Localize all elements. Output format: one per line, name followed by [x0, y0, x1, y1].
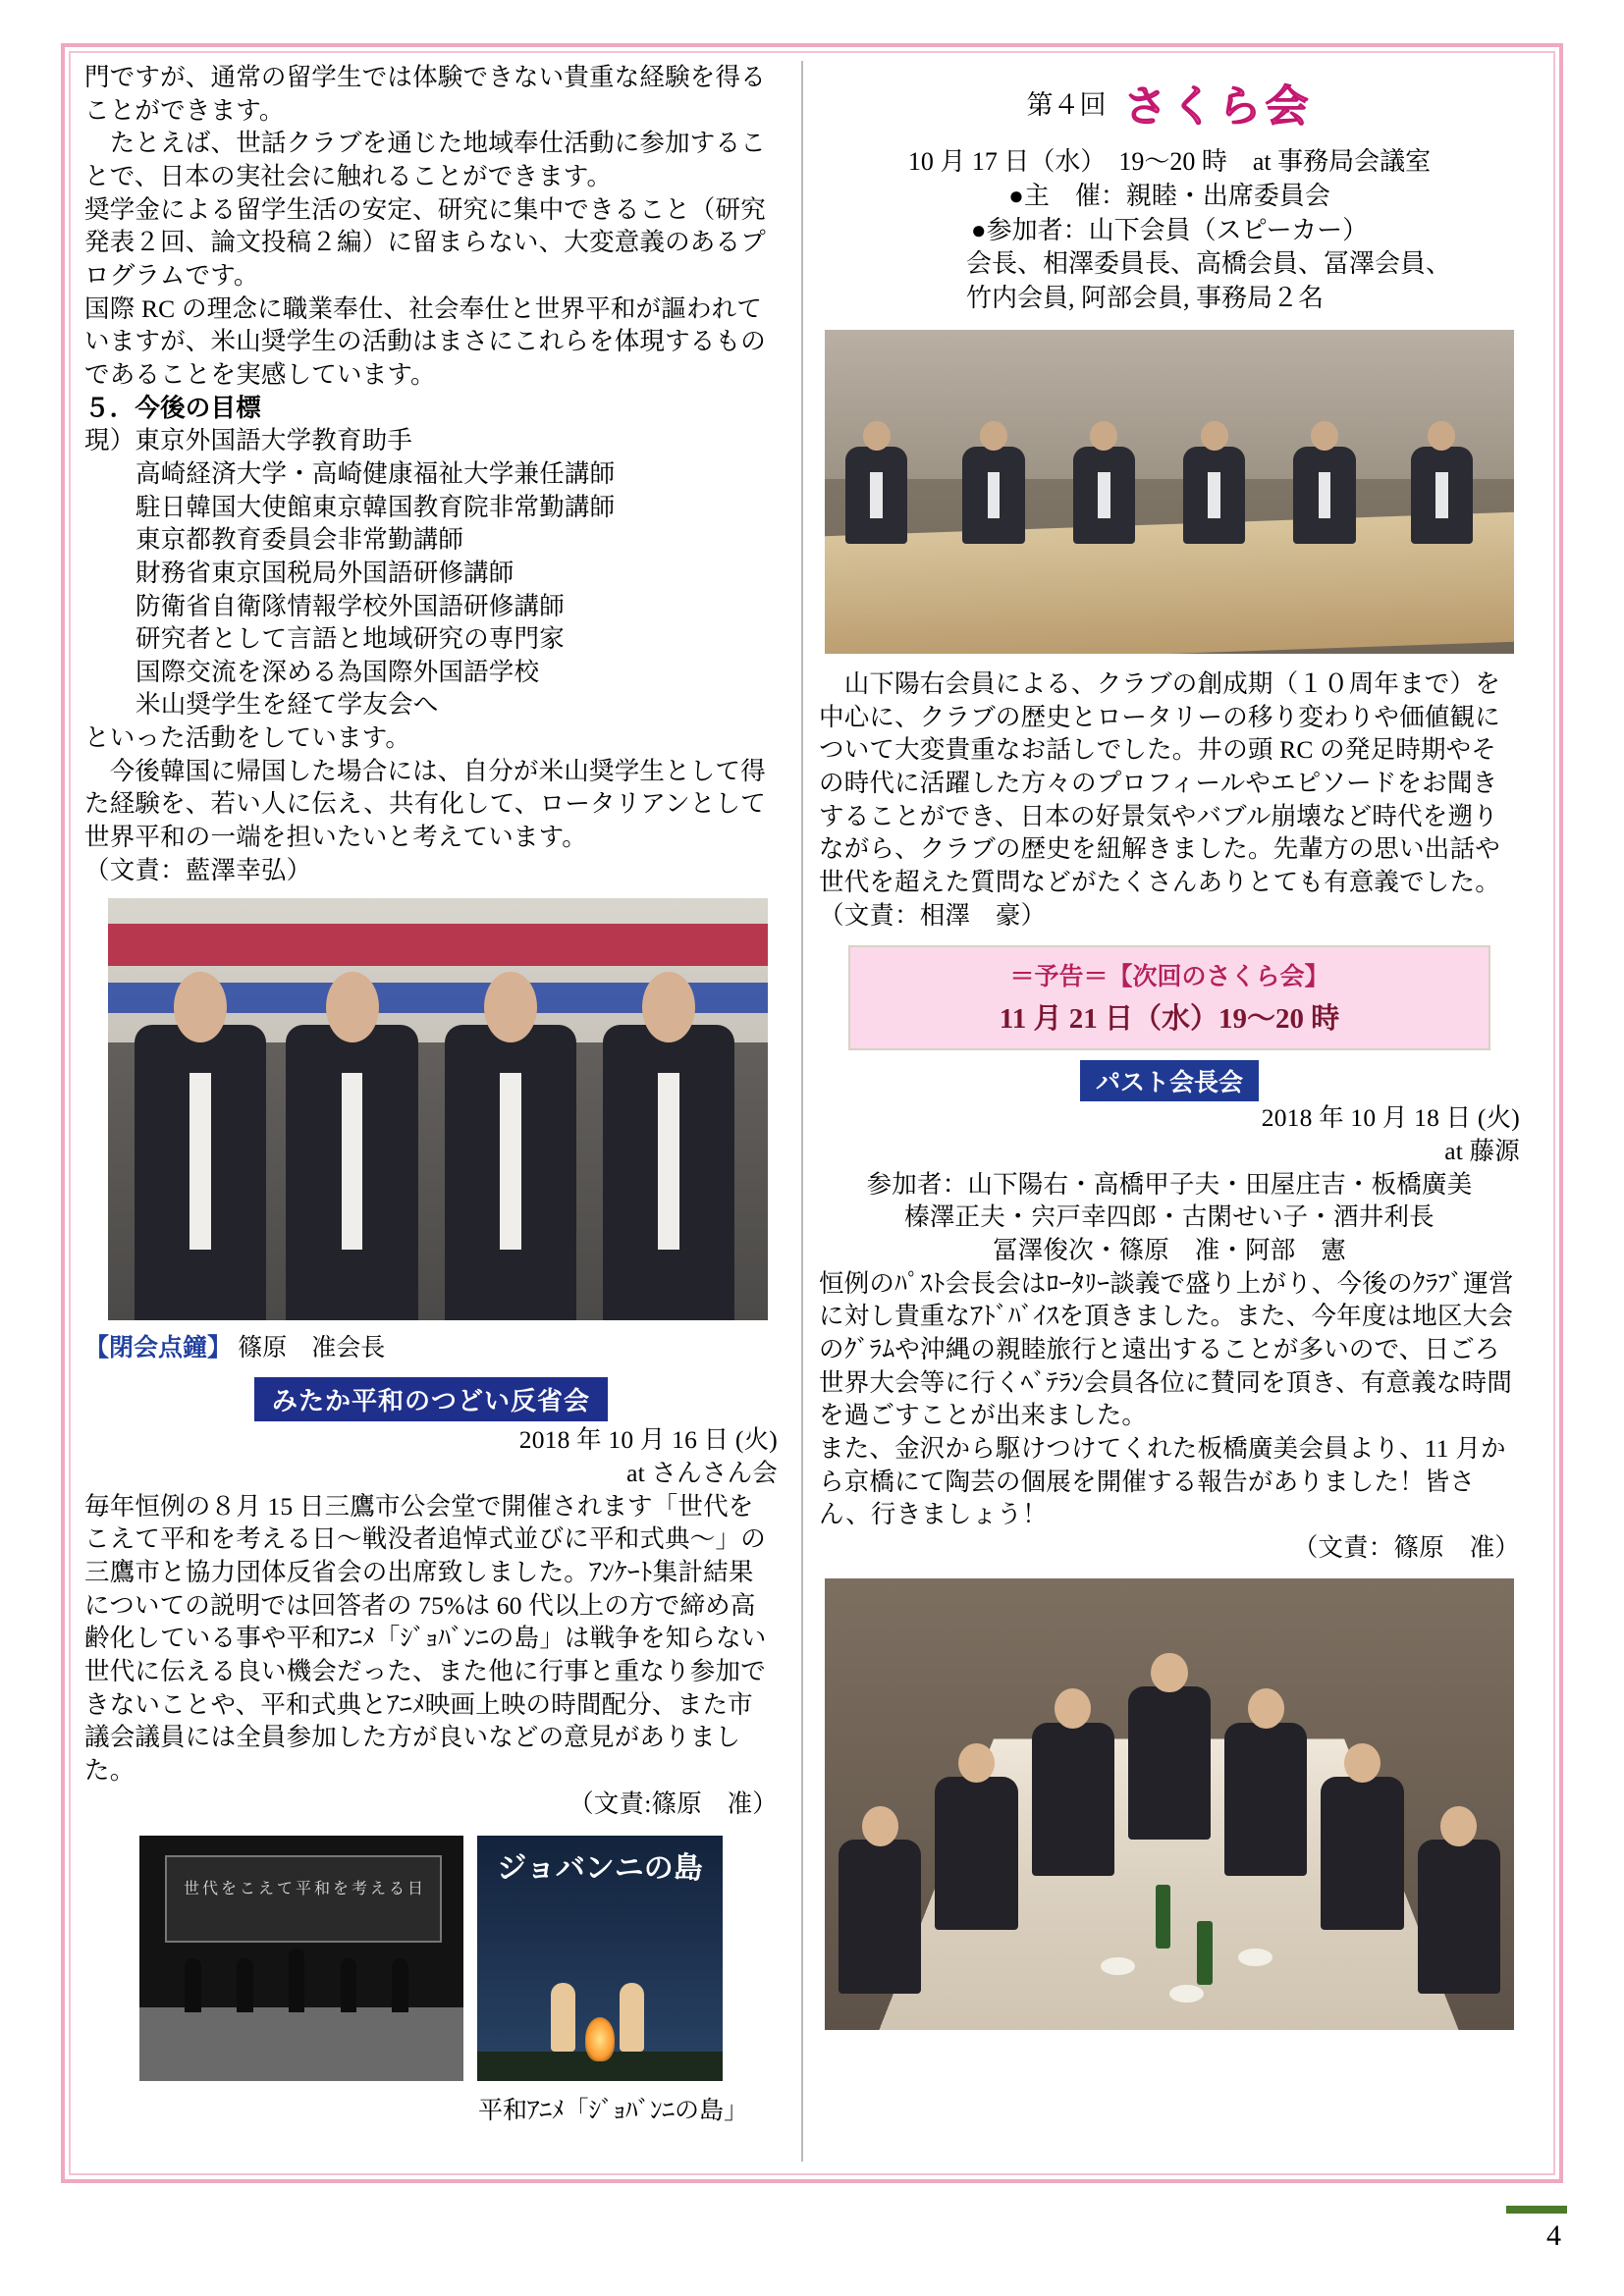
goal-item: 高崎経済大学・高崎健康福祉大学兼任講師 — [135, 458, 616, 488]
past-participants-line3: 冨澤俊次・篠原 准・阿部 憲 — [993, 1236, 1346, 1265]
mitaka-body: 毎年恒例の８月 15 日三鷹市公会堂で開催されます「世代をこえて平和を考える日～戦没者追悼式並びに平和式典～」の三鷹市と協力団体反省会の出席致しました。ｱﾝｹｰﾄ集計結果についての説明では回答者の 75%は 60 代以上の方で締め高齢化している事や平和ｱﾆﾒ「ｼﾞｮﾊﾞﾝﾆの島」は戦争を知らない世代に伝える良い機会だった、また他に行事と重なり参加できないことや、平和式典とｱﾆﾒ映画上映の時間配分、また市議会議員には全員参加した方が良いなどの意見がありました。 — [84, 1491, 767, 1785]
right-column — [813, 61, 1520, 2171]
notice-line2: 11 月 21 日（水）19～20 時 — [999, 1003, 1340, 1036]
sakura-participants-line1: 会長、相澤委員長、高橋会員、冨澤会員、 — [966, 249, 1452, 279]
goal-item: 国際交流を深める為国際外国語学校 — [135, 657, 540, 686]
sakura-host: ●主 催：親睦・出席委員会 — [1008, 181, 1330, 210]
article-yoneyama — [84, 61, 778, 886]
past-participants-line2: 榛澤正夫・宍戸幸四郎・古閑せい子・酒井利長 — [904, 1202, 1435, 1232]
sakura-report: 山下陽右会員による、クラブの創成期（１０周年まで）を中心に、クラブの歴史とロータリーの移り変わりや価値観について大変貴重なお話しでした。井の頭 RC の発足時期やその時代に活躍した方々のプロフィールやエピソードをお聞きすることができ、日本の好景気やバブル崩壊など時代を遡りながら、クラブの歴史を紐解きました。先輩方の思い出話や世代を超えた質問などがたくさんありとても有意義でした。（文責：相澤 豪） — [819, 669, 1500, 930]
mitaka-byline: （文責:篠原 准） — [568, 1789, 778, 1818]
past-body1: 恒例のﾊﾟｽﾄ会長会はﾛｰﾀﾘｰ談義で盛り上がり、今後のｸﾗﾌﾞ運営に対し貴重なｱﾄﾞﾊﾞｲｽを頂きました。また、今年度は地区大会のｸﾞﾗﾑや沖縄の親睦旅行と遠出することが多いので、日ごろ世界大会等に行くﾍﾞﾃﾗﾝ会員各位に賛同を頂き、有意義な時間を過ごすことが出来ました。 — [819, 1268, 1514, 1430]
mitaka-date: 2018 年 10 月 16 日 (火) — [518, 1425, 778, 1455]
past-body2: また、金沢から駆けつけてくれた板橋廣美会員より、11 月から京橋にて陶芸の個展を開催する報告がありました！皆さん、行きましょう！ — [819, 1433, 1506, 1529]
goal-tail: といった活動をしています。 — [84, 723, 411, 753]
past-participants-line1: 参加者：山下陽右・高橋甲子夫・田屋庄吉・板橋廣美 — [866, 1169, 1473, 1199]
notice-line1: ＝予告＝【次回のさくら会】 — [1009, 964, 1329, 991]
sakura-logo: さくら会 — [1123, 81, 1313, 132]
left-column — [84, 61, 791, 2171]
photo-caption-label: 【閉会点鐘】 — [84, 1335, 233, 1362]
closing-paragraph: 今後韓国に帰国した場合には、自分が米山奨学生として得た経験を、若い人に伝え、共有化して、ロータリアンとして世界平和の一端を担いたいと考えています。 — [84, 756, 766, 852]
goal-item: 東京都教育委員会非常勤講師 — [135, 525, 464, 555]
past-place: at 藤源 — [1444, 1137, 1520, 1166]
photo-caption-peace-anime: 平和ｱﾆﾒ「ｼﾞｮﾊﾞﾝﾆの島」 — [477, 2098, 748, 2125]
photo-past-dinner — [825, 1578, 1514, 2030]
sakura-participants-line2: 竹内会員, 阿部会員, 事務局２名 — [966, 284, 1325, 313]
goal-item: 財務省東京国税局外国語研修講師 — [135, 558, 514, 587]
photo-caption-text: 篠原 准会長 — [238, 1335, 386, 1362]
paragraph: 門ですが、通常の留学生では体験できない貴重な経験を得ることができます。 — [84, 63, 766, 125]
banner-past-presidents — [819, 1060, 1520, 1101]
section-title-mitaka: みたか平和のつどい反省会 — [254, 1377, 608, 1421]
photo-caption-closing-bell — [84, 1328, 778, 1363]
stage-screen-text: 世代をこえて平和を考える日 — [184, 1878, 427, 1897]
sakura-number: 第４回 — [1026, 89, 1107, 120]
goal-item: 研究者として言語と地域研究の専門家 — [135, 624, 565, 654]
sakura-datetime: 10 月 17 日（水） 19～20 時 at 事務局会議室 — [907, 147, 1432, 176]
paragraph: 奨学金による留学生活の安定、研究に集中できること（研究発表２回、論文投稿２編）に留まらない、大変意義のあるプログラムです。 — [84, 194, 766, 290]
mitaka-place: at さんさん会 — [626, 1459, 778, 1488]
next-sakura-notice — [848, 945, 1490, 1050]
photo-closing-bell — [108, 898, 768, 1320]
photo-sakura-meeting — [825, 330, 1514, 654]
goal-lead: 現）東京外国語大学教育助手 — [84, 426, 413, 455]
page-number-bar — [1506, 2206, 1567, 2214]
paragraph: たとえば、世話クラブを通じた地域奉仕活動に参加することで、日本の実社会に触れることができます。 — [84, 129, 766, 190]
goal-item: 駐日韓国大使館東京韓国教育院非常勤講師 — [135, 492, 616, 521]
sakura-participants-label: ●参加者：山下会員（スピーカー） — [970, 215, 1369, 244]
photo-row-mitaka — [84, 1836, 778, 2081]
dvd-title-text: ジョバンニの島 — [497, 1851, 703, 1887]
section-title-past: パスト会長会 — [1080, 1060, 1259, 1101]
past-byline: （文責：篠原 准） — [1292, 1532, 1520, 1562]
photo-dvd-jacket — [477, 1836, 723, 2081]
goal-item: 米山奨学生を経て学友会へ — [135, 690, 439, 720]
photo-peace-ceremony — [139, 1836, 463, 2081]
goal-item: 防衛省自衛隊情報学校外国語研修講師 — [135, 591, 565, 620]
paragraph: 国際 RC の理念に職業奉仕、社会奉仕と世界平和が謳われていますが、米山奨学生の活動はまさにこれらを体現するものであることを実感しています。 — [84, 294, 766, 389]
past-date: 2018 年 10 月 18 日 (火) — [1261, 1103, 1520, 1133]
page-number: 4 — [1546, 2219, 1561, 2252]
column-divider — [801, 61, 803, 2162]
sakura-title — [819, 71, 1520, 133]
section-heading: ５．今後の目標 — [84, 393, 261, 422]
banner-mitaka — [84, 1377, 778, 1421]
page-content — [84, 61, 1540, 2171]
byline: （文責：藍澤幸弘） — [84, 855, 312, 884]
